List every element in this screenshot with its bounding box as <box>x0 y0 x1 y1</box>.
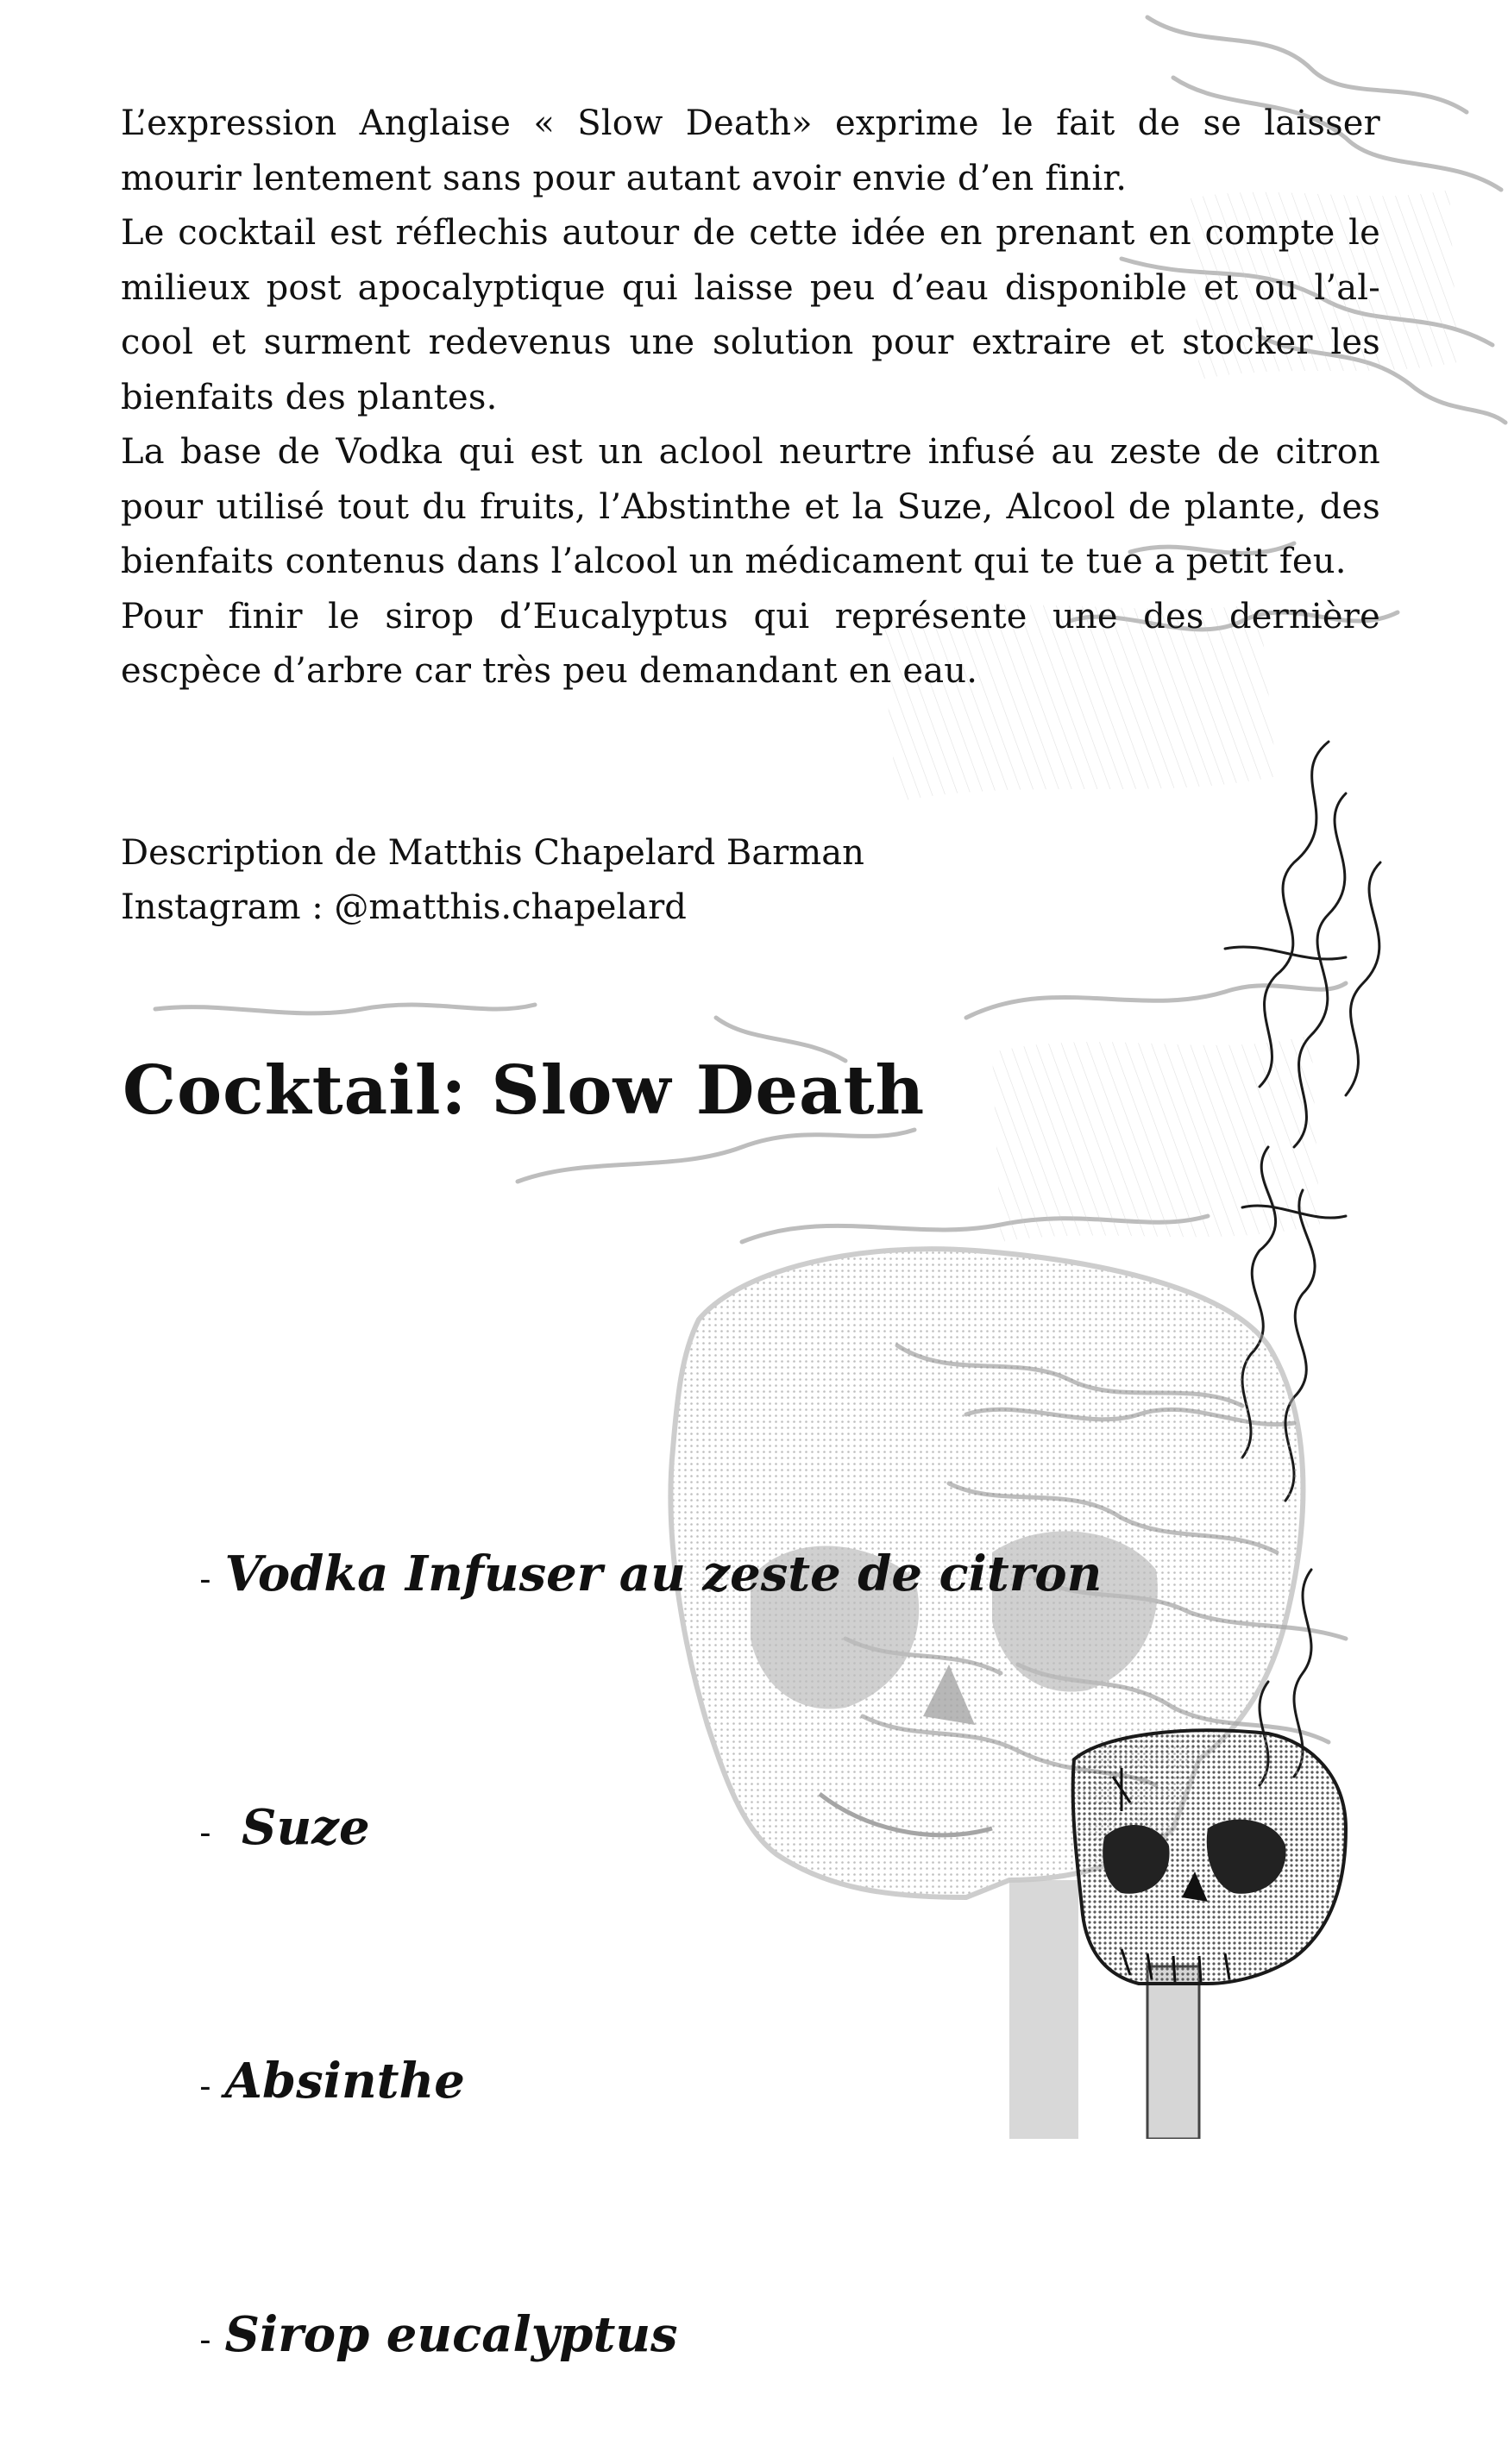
cocktail-title: Cocktail: Slow Death <box>123 1051 926 1130</box>
credits-block <box>121 826 864 935</box>
ingredient-name: Sirop eucalyptus <box>224 2306 678 2363</box>
description-paragraph: Pour finir le sirop d’Eucalyptus qui représente une des dernière escpèce d’arbre car très peu demandant en eau. <box>121 596 1380 691</box>
list-bullet: - <box>199 2067 211 2105</box>
ingredient-item <box>138 1957 1102 2210</box>
ingredient-name: Absinthe <box>224 2053 465 2110</box>
ingredient-item <box>138 2210 1102 2464</box>
ingredient-item <box>138 1703 1102 1957</box>
ingredient-name: Suze <box>224 1799 370 1856</box>
ingredient-name: Vodka Infuser au zeste de citron <box>224 1545 1103 1602</box>
cocktail-description <box>121 97 1380 699</box>
description-paragraph: Le cocktail est réflechis autour de cette idée en prenant en compte le milieux post apocalyptique qui laisse peu d’eau disponible et ou l’al-cool et surment redevenus une solution pour extraire et stocker les bienfaits des plantes. <box>121 213 1380 417</box>
ingredient-list <box>138 1450 1102 2464</box>
description-paragraph: La base de Vodka qui est un aclool neurtre infusé au zeste de citron pour utilisé tout du fruits, l’Abstinthe et la Suze, Alcool de plante, des bienfaits contenus dans l’alcool un médicament qui te tue a petit feu. <box>121 432 1380 581</box>
instagram-handle: Instagram : @matthis.chapelard <box>121 887 687 927</box>
author-credit: Description de Matthis Chapelard Barman <box>121 833 864 873</box>
ingredient-item <box>138 1450 1102 1703</box>
description-paragraph: L’expression Anglaise « Slow Death» exprime le fait de se laisser mourir lentement sans pour autant avoir envie d’en finir. <box>121 103 1380 198</box>
list-bullet: - <box>199 2321 211 2359</box>
small-skull-on-stick <box>1073 1730 1346 2139</box>
list-bullet: - <box>199 1814 211 1852</box>
list-bullet: - <box>199 1560 211 1598</box>
